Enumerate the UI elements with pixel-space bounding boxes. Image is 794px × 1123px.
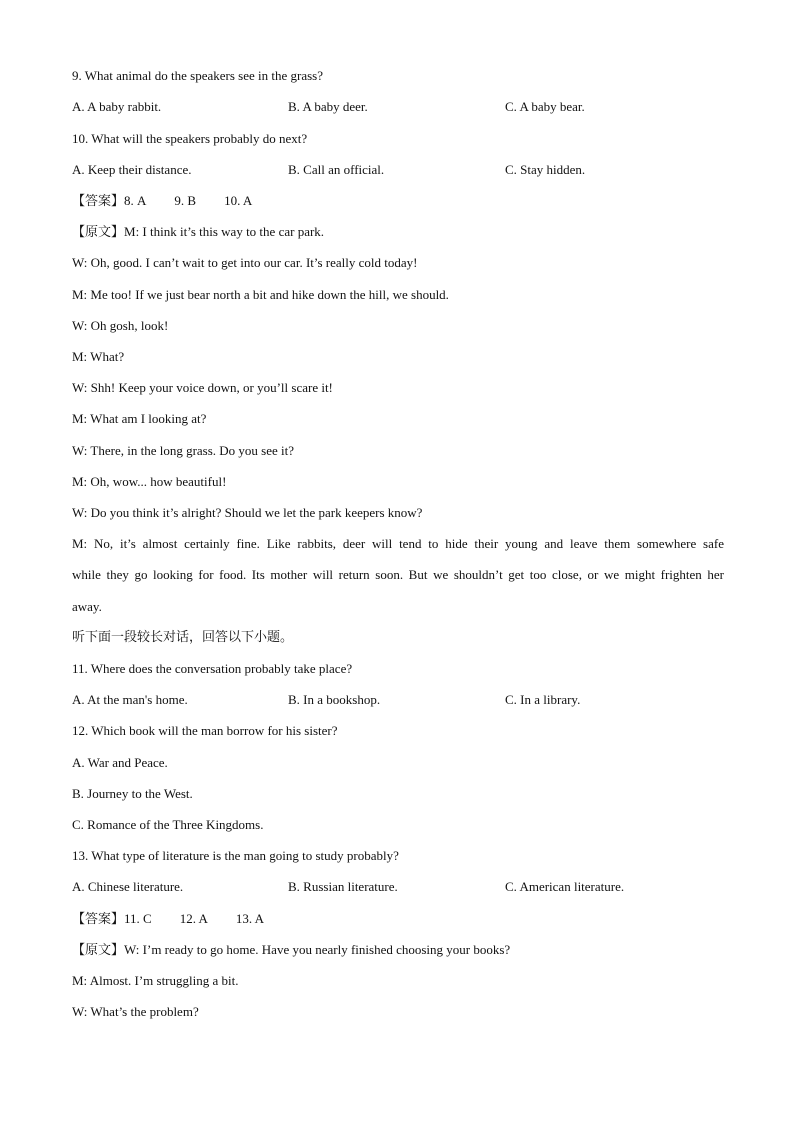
transcript-line: W: What’s the problem? bbox=[72, 1004, 199, 1019]
q9-option-b: B. A baby deer. bbox=[288, 99, 368, 114]
answer-item: 13. A bbox=[235, 911, 265, 926]
transcript-line: W: Shh! Keep your voice down, or you’ll scare it! bbox=[72, 380, 333, 395]
transcript-label: 【原文】 bbox=[72, 943, 125, 958]
q9-option-c: C. A baby bear. bbox=[505, 99, 585, 114]
transcript-line: M: What? bbox=[72, 349, 125, 364]
transcript-paragraph-line: while they go looking for food. Its mother will return soon. But we shouldn’t get too close, or we might frighten her bbox=[72, 567, 724, 582]
question-12: 12. Which book will the man borrow for his sister? bbox=[72, 723, 338, 738]
q10-option-c: C. Stay hidden. bbox=[505, 162, 586, 177]
q9-option-a: A. A baby rabbit. bbox=[72, 99, 162, 114]
q10-option-a: A. Keep their distance. bbox=[72, 162, 192, 177]
section-instruction: 听下面一段较长对话，回答以下小题。 bbox=[72, 630, 294, 645]
transcript-line: M: Me too! If we just bear north a bit and hike down the hill, we should. bbox=[72, 287, 449, 302]
transcript-line: W: Oh, good. I can’t wait to get into our car. It’s really cold today! bbox=[72, 255, 418, 270]
transcript-line: 【原文】M: I think it’s this way to the car park. bbox=[72, 224, 325, 240]
transcript-line: 【原文】W: I’m ready to go home. Have you nearly finished choosing your books? bbox=[72, 942, 511, 958]
question-10: 10. What will the speakers probably do next? bbox=[72, 131, 308, 146]
answer-label: 【答案】 bbox=[72, 194, 125, 209]
q12-option-c: C. Romance of the Three Kingdoms. bbox=[72, 817, 264, 832]
transcript-line: W: There, in the long grass. Do you see it? bbox=[72, 443, 295, 458]
q11-option-a: A. At the man's home. bbox=[72, 692, 188, 707]
transcript-line: M: What am I looking at? bbox=[72, 411, 207, 426]
answer-item: 8. A bbox=[124, 193, 147, 208]
transcript-line: W: Oh gosh, look! bbox=[72, 318, 169, 333]
answer-label: 【答案】 bbox=[72, 912, 125, 927]
transcript-line: W: Do you think it’s alright? Should we let the park keepers know? bbox=[72, 505, 423, 520]
q11-option-b: B. In a bookshop. bbox=[288, 692, 381, 707]
answer-item: 10. A bbox=[224, 193, 253, 208]
question-9: 9. What animal do the speakers see in the grass? bbox=[72, 68, 324, 83]
answer-line-2 bbox=[72, 911, 264, 928]
transcript-paragraph-line: M: No, it’s almost certainly fine. Like rabbits, deer will tend to hide their young and leave them somewhere safe bbox=[72, 536, 724, 551]
transcript-line: M: Oh, wow... how beautiful! bbox=[72, 474, 227, 489]
answer-item: 12. A bbox=[179, 911, 208, 926]
question-13: 13. What type of literature is the man going to study probably? bbox=[72, 848, 399, 863]
q10-option-b: B. Call an official. bbox=[288, 162, 385, 177]
transcript-label: 【原文】 bbox=[72, 225, 125, 240]
answer-item: 11. C bbox=[124, 911, 152, 926]
answer-item: 9. B bbox=[174, 193, 197, 208]
question-11: 11. Where does the conversation probably take place? bbox=[72, 661, 353, 676]
q13-option-c: C. American literature. bbox=[505, 879, 625, 894]
q12-option-a: A. War and Peace. bbox=[72, 755, 168, 770]
q12-option-b: B. Journey to the West. bbox=[72, 786, 193, 801]
answer-line-1 bbox=[72, 193, 252, 210]
transcript-paragraph-line: away. bbox=[72, 599, 102, 614]
transcript-line: M: Almost. I’m struggling a bit. bbox=[72, 973, 239, 988]
q13-option-b: B. Russian literature. bbox=[288, 879, 398, 894]
q11-option-c: C. In a library. bbox=[505, 692, 581, 707]
q13-option-a: A. Chinese literature. bbox=[72, 879, 184, 894]
